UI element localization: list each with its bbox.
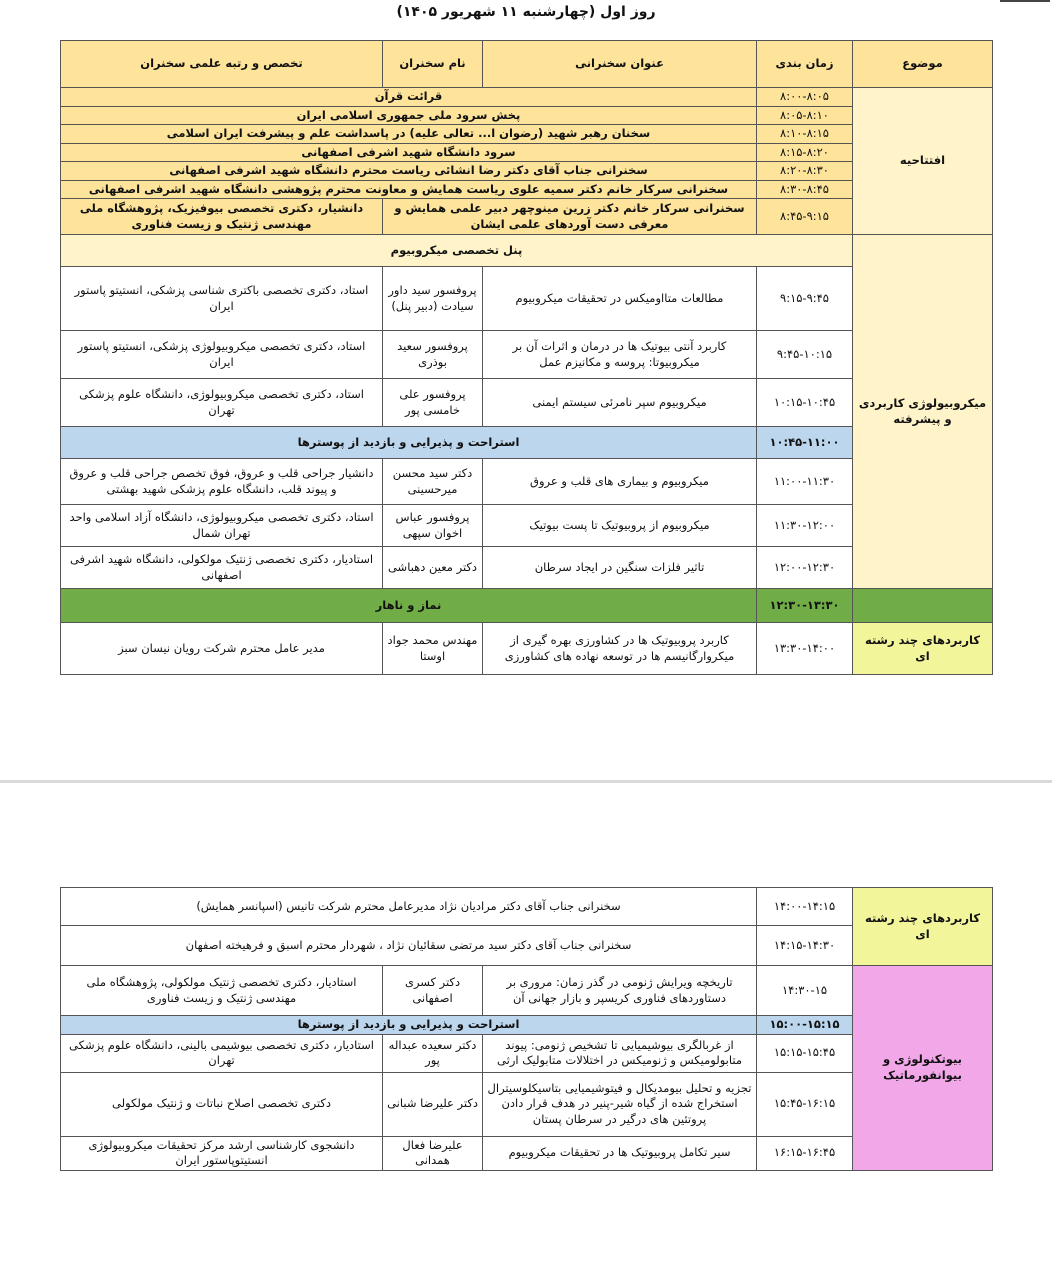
break-text: استراحت و پذیرایی و بازدید از پوسترها bbox=[61, 427, 757, 459]
speech-text: سخنرانی جناب آقای دکتر مرادیان نژاد مدیرعامل محترم شرکت تانیس (اسپانسر همایش) bbox=[61, 888, 757, 926]
speaker-cell: پروفسور سید داور سیادت (دبیر پنل) bbox=[383, 267, 483, 331]
topic-micro: میکروبیولوژی کاربردی و پیشرفته bbox=[853, 235, 993, 589]
time-cell: ۱۰:۱۵-۱۰:۴۵ bbox=[757, 379, 853, 427]
time-cell: ۸:۱۰-۸:۱۵ bbox=[757, 125, 853, 144]
opening-text: پخش سرود ملی جمهوری اسلامی ایران bbox=[61, 106, 757, 125]
opening-text: سخنرانی سرکار خانم دکتر سمیه علوی ریاست همایش و معاونت محترم پژوهشی دانشگاه شهید اشرفی اصفهانی bbox=[61, 180, 757, 199]
break-text: استراحت و پذیرایی و بازدید از پوسترها bbox=[61, 1016, 757, 1035]
title-cell: میکروبیوم و بیماری های قلب و عروق bbox=[483, 459, 757, 505]
opening-text: سخنرانی سرکار خانم دکتر زرین مینوچهر دبیر علمی همایش و معرفی دست آوردهای علمی ایشان bbox=[383, 199, 757, 235]
speech-text: سخنرانی جناب آقای دکتر سید مرتضی سقائیان نژاد ، شهردار محترم اسبق و فرهیخته اصفهان bbox=[61, 926, 757, 966]
opening-text: سخنان رهبر شهید (رضوان ا... تعالی علیه) در پاسداشت علم و پیشرفت ایران اسلامی bbox=[61, 125, 757, 144]
time-cell: ۱۴:۱۵-۱۴:۳۰ bbox=[757, 926, 853, 966]
title-cell: میکروبیوم سپر نامرئی سیستم ایمنی bbox=[483, 379, 757, 427]
time-cell: ۱۲:۰۰-۱۲:۳۰ bbox=[757, 547, 853, 589]
title-cell: تاریخچه ویرایش ژنومی در گذر زمان: مروری بر دستاوردهای فناوری کریسپر و بازار جهانی آن bbox=[483, 966, 757, 1016]
header-speaker: نام سخنران bbox=[383, 41, 483, 88]
panel-row bbox=[61, 235, 993, 267]
topic-multi: کاربردهای چند رشته ای bbox=[853, 623, 993, 675]
table-row bbox=[61, 623, 993, 675]
title-cell: تجزیه و تحلیل بیومدیکال و فیتوشیمیایی بتاسیکلوسیترال استخراج شده از گیاه شیر-پنیر در هدف قرار دادن پروتئین های درگیر در سرطان پستان bbox=[483, 1072, 757, 1136]
opening-text: قرائت قرآن bbox=[61, 88, 757, 107]
opening-row bbox=[61, 88, 993, 107]
rank-cell: استادیار، دکتری تخصصی ژنتیک مولکولی، دانشگاه شهید اشرفی اصفهانی bbox=[61, 547, 383, 589]
time-cell: ۱۰:۴۵-۱۱:۰۰ bbox=[757, 427, 853, 459]
schedule-table-page-2 bbox=[60, 887, 993, 1171]
speaker-cell: دکتر علیرضا شبانی bbox=[383, 1072, 483, 1136]
opening-text: سخنرانی جناب آقای دکتر رضا انشائی ریاست محترم دانشگاه شهید اشرفی اصفهانی bbox=[61, 162, 757, 181]
time-cell: ۸:۳۰-۸:۴۵ bbox=[757, 180, 853, 199]
speaker-cell: دکتر معین دهباشی bbox=[383, 547, 483, 589]
time-cell: ۸:۰۰-۸:۰۵ bbox=[757, 88, 853, 107]
time-cell: ۱۶:۱۵-۱۶:۴۵ bbox=[757, 1136, 853, 1170]
speaker-cell: پروفسور علی خامسی پور bbox=[383, 379, 483, 427]
lunch-row bbox=[61, 589, 993, 623]
time-cell: ۸:۱۵-۸:۲۰ bbox=[757, 143, 853, 162]
title-cell: میکروبیوم از پروبیوتیک تا پست بیوتیک bbox=[483, 505, 757, 547]
topic-multi: کاربردهای چند رشته ای bbox=[853, 888, 993, 966]
rank-cell: دانشجوی کارشناسی ارشد مرکز تحقیقات میکروبیولوژی انستیتوپاستور ایران bbox=[61, 1136, 383, 1170]
time-cell: ۸:۴۵-۹:۱۵ bbox=[757, 199, 853, 235]
topic-empty bbox=[853, 589, 993, 623]
time-cell: ۱۱:۰۰-۱۱:۳۰ bbox=[757, 459, 853, 505]
rank-cell: استاد، دکتری تخصصی میکروبیولوژی پزشکی، انستیتو پاستور ایران bbox=[61, 331, 383, 379]
title-cell: کاربرد پروبیوتیک ها در کشاورزی بهره گیری از میکروارگانیسم ها در توسعه نهاده های کشاورزی bbox=[483, 623, 757, 675]
time-cell: ۹:۱۵-۹:۴۵ bbox=[757, 267, 853, 331]
time-cell: ۱۳:۳۰-۱۴:۰۰ bbox=[757, 623, 853, 675]
speaker-cell: علیرضا فعال همدانی bbox=[383, 1136, 483, 1170]
title-cell: مطالعات متاا‌ومیکس در تحقیقات میکروبیوم bbox=[483, 267, 757, 331]
rank-cell: دانشیار جراحی قلب و عروق، فوق تخصص جراحی قلب و عروق و پیوند قلب، دانشگاه علوم پزشکی شهید بهشتی bbox=[61, 459, 383, 505]
page-divider bbox=[0, 780, 1052, 783]
panel-title: پنل تخصصی میکروبیوم bbox=[61, 235, 853, 267]
table-header-row bbox=[61, 41, 993, 88]
speaker-cell: دکتر کسری اصفهانی bbox=[383, 966, 483, 1016]
time-cell: ۱۵:۱۵-۱۵:۴۵ bbox=[757, 1034, 853, 1072]
speaker-cell: دکتر سید محسن میرحسینی bbox=[383, 459, 483, 505]
title-cell: از غربالگری بیوشیمیایی تا تشخیص ژنومی: پیوند متابولومیکس و ژنومیکس در اختلالات متابولیک ارثی bbox=[483, 1034, 757, 1072]
rank-cell: استادیار، دکتری تخصصی بیوشیمی بالینی، دانشگاه علوم پزشکی تهران bbox=[61, 1034, 383, 1072]
day-title: روز اول (چهارشنبه ۱۱ شهریور ۱۴۰۵) bbox=[396, 4, 656, 20]
time-cell: ۱۲:۳۰-۱۳:۳۰ bbox=[757, 589, 853, 623]
header-time: زمان بندی bbox=[757, 41, 853, 88]
rank-cell: استادیار، دکتری تخصصی ژنتیک مولکولی، پژوهشگاه ملی مهندسی ژنتیک و زیست فناوری bbox=[61, 966, 383, 1016]
speaker-cell: پروفسور عباس اخوان سپهی bbox=[383, 505, 483, 547]
title-cell: تاثیر فلزات سنگین در ایجاد سرطان bbox=[483, 547, 757, 589]
time-cell: ۱۴:۰۰-۱۴:۱۵ bbox=[757, 888, 853, 926]
rank-cell: استاد، دکتری تخصصی میکروبیولوژی، دانشگاه آزاد اسلامی واحد تهران شمال bbox=[61, 505, 383, 547]
time-cell: ۱۵:۰۰-۱۵:۱۵ bbox=[757, 1016, 853, 1035]
speaker-cell: پروفسور سعید بوذری bbox=[383, 331, 483, 379]
title-cell: سیر تکامل پروبیوتیک ها در تحقیقات میکروبیوم bbox=[483, 1136, 757, 1170]
table-row bbox=[61, 966, 993, 1016]
rank-cell: استاد، دکتری تخصصی میکروبیولوژی، دانشگاه علوم پزشکی تهران bbox=[61, 379, 383, 427]
header-topic: موضوع bbox=[853, 41, 993, 88]
table-row bbox=[61, 888, 993, 926]
title-cell: کاربرد آنتی بیوتیک ها در درمان و اثرات آن بر میکروبیوتا: پروسه و مکانیزم عمل bbox=[483, 331, 757, 379]
time-cell: ۱۱:۳۰-۱۲:۰۰ bbox=[757, 505, 853, 547]
header-rank: تخصص و رتبه علمی سخنران bbox=[61, 41, 383, 88]
speaker-cell: مهندس محمد جواد اوستا bbox=[383, 623, 483, 675]
rank-cell: استاد، دکتری تخصصی باکتری شناسی پزشکی، انستیتو پاستور ایران bbox=[61, 267, 383, 331]
header-title: عنوان سخنرانی bbox=[483, 41, 757, 88]
time-cell: ۹:۴۵-۱۰:۱۵ bbox=[757, 331, 853, 379]
time-cell: ۱۵:۴۵-۱۶:۱۵ bbox=[757, 1072, 853, 1136]
lunch-text: نماز و ناهار bbox=[61, 589, 757, 623]
topic-opening: افتتاحیه bbox=[853, 88, 993, 235]
opening-text: سرود دانشگاه شهید اشرفی اصفهانی bbox=[61, 143, 757, 162]
topic-biotech: بیوتکنولوژی و بیوانفورماتیک bbox=[853, 966, 993, 1171]
time-cell: ۸:۲۰-۸:۳۰ bbox=[757, 162, 853, 181]
schedule-table-page-1 bbox=[60, 40, 993, 675]
speaker-cell: دکتر سعیده عبداله پور bbox=[383, 1034, 483, 1072]
time-cell: ۸:۰۵-۸:۱۰ bbox=[757, 106, 853, 125]
rank-cell: دانشیار، دکتری تخصصی بیوفیزیک، پژوهشگاه ملی مهندسی ژنتیک و زیست فناوری bbox=[61, 199, 383, 235]
rank-cell: دکتری تخصصی اصلاح نباتات و ژنتیک مولکولی bbox=[61, 1072, 383, 1136]
rank-cell: مدیر عامل محترم شرکت رویان نیسان سبز bbox=[61, 623, 383, 675]
time-cell: ۱۴:۳۰-۱۵ bbox=[757, 966, 853, 1016]
